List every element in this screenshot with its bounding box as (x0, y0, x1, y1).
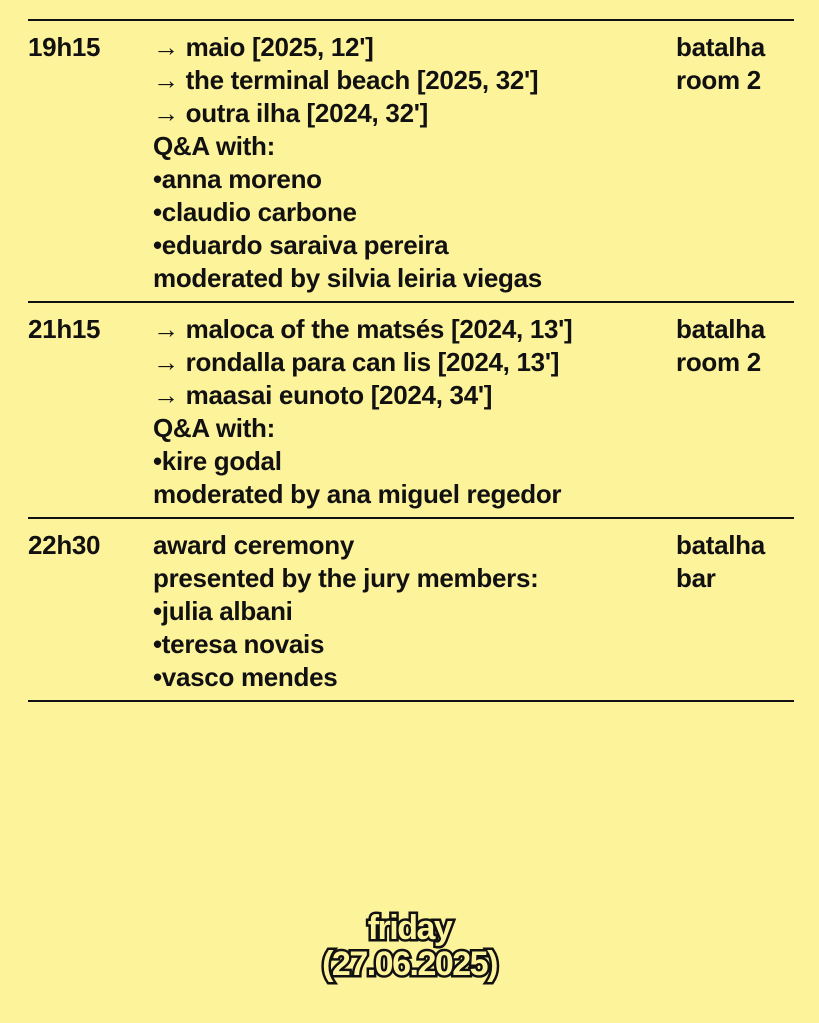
program-line: → outra ilha [2024, 32'] (153, 98, 428, 128)
divider (28, 700, 794, 702)
session-time: 21h15 (28, 314, 101, 344)
program-line: → maio [2025, 12'] (153, 32, 374, 62)
program-line: moderated by silvia leiria viegas (153, 263, 542, 293)
program-line: •vasco mendes (153, 662, 338, 692)
program-line: •teresa novais (153, 629, 325, 659)
program-line: → maasai eunoto [2024, 34'] (153, 380, 493, 410)
session-venue (676, 529, 794, 694)
schedule-row (28, 519, 794, 700)
session-time: 19h15 (28, 32, 101, 62)
venue-line: batalha (676, 314, 765, 344)
program-line: → the terminal beach [2025, 32'] (153, 65, 539, 95)
program-line: presented by the jury members: (153, 563, 539, 593)
session-program (153, 529, 676, 694)
footer-day: friday (367, 909, 452, 947)
session-time: 22h30 (28, 530, 101, 560)
program-line: → rondalla para can lis [2024, 13'] (153, 347, 560, 377)
program-line: •kire godal (153, 446, 282, 476)
venue-line: room 2 (676, 347, 761, 377)
session-program (153, 31, 676, 295)
program-line: award ceremony (153, 530, 355, 560)
venue-line: room 2 (676, 65, 761, 95)
session-venue (676, 31, 794, 295)
program-line: Q&A with: (153, 413, 275, 443)
venue-line: batalha (676, 530, 765, 560)
program-line: •claudio carbone (153, 197, 357, 227)
session-program (153, 313, 676, 511)
schedule-row (28, 21, 794, 301)
program-line: moderated by ana miguel regedor (153, 479, 562, 509)
program-line: •eduardo saraiva pereira (153, 230, 449, 260)
program-line: •julia albani (153, 596, 293, 626)
program-line: → maloca of the matsés [2024, 13'] (153, 314, 573, 344)
session-venue (676, 313, 794, 511)
program-line: •anna moreno (153, 164, 322, 194)
footer-date: (27.06.2025) (322, 945, 497, 983)
program-line: Q&A with: (153, 131, 275, 161)
venue-line: bar (676, 563, 716, 593)
schedule-row (28, 303, 794, 517)
venue-line: batalha (676, 32, 765, 62)
schedule-table (28, 19, 794, 702)
